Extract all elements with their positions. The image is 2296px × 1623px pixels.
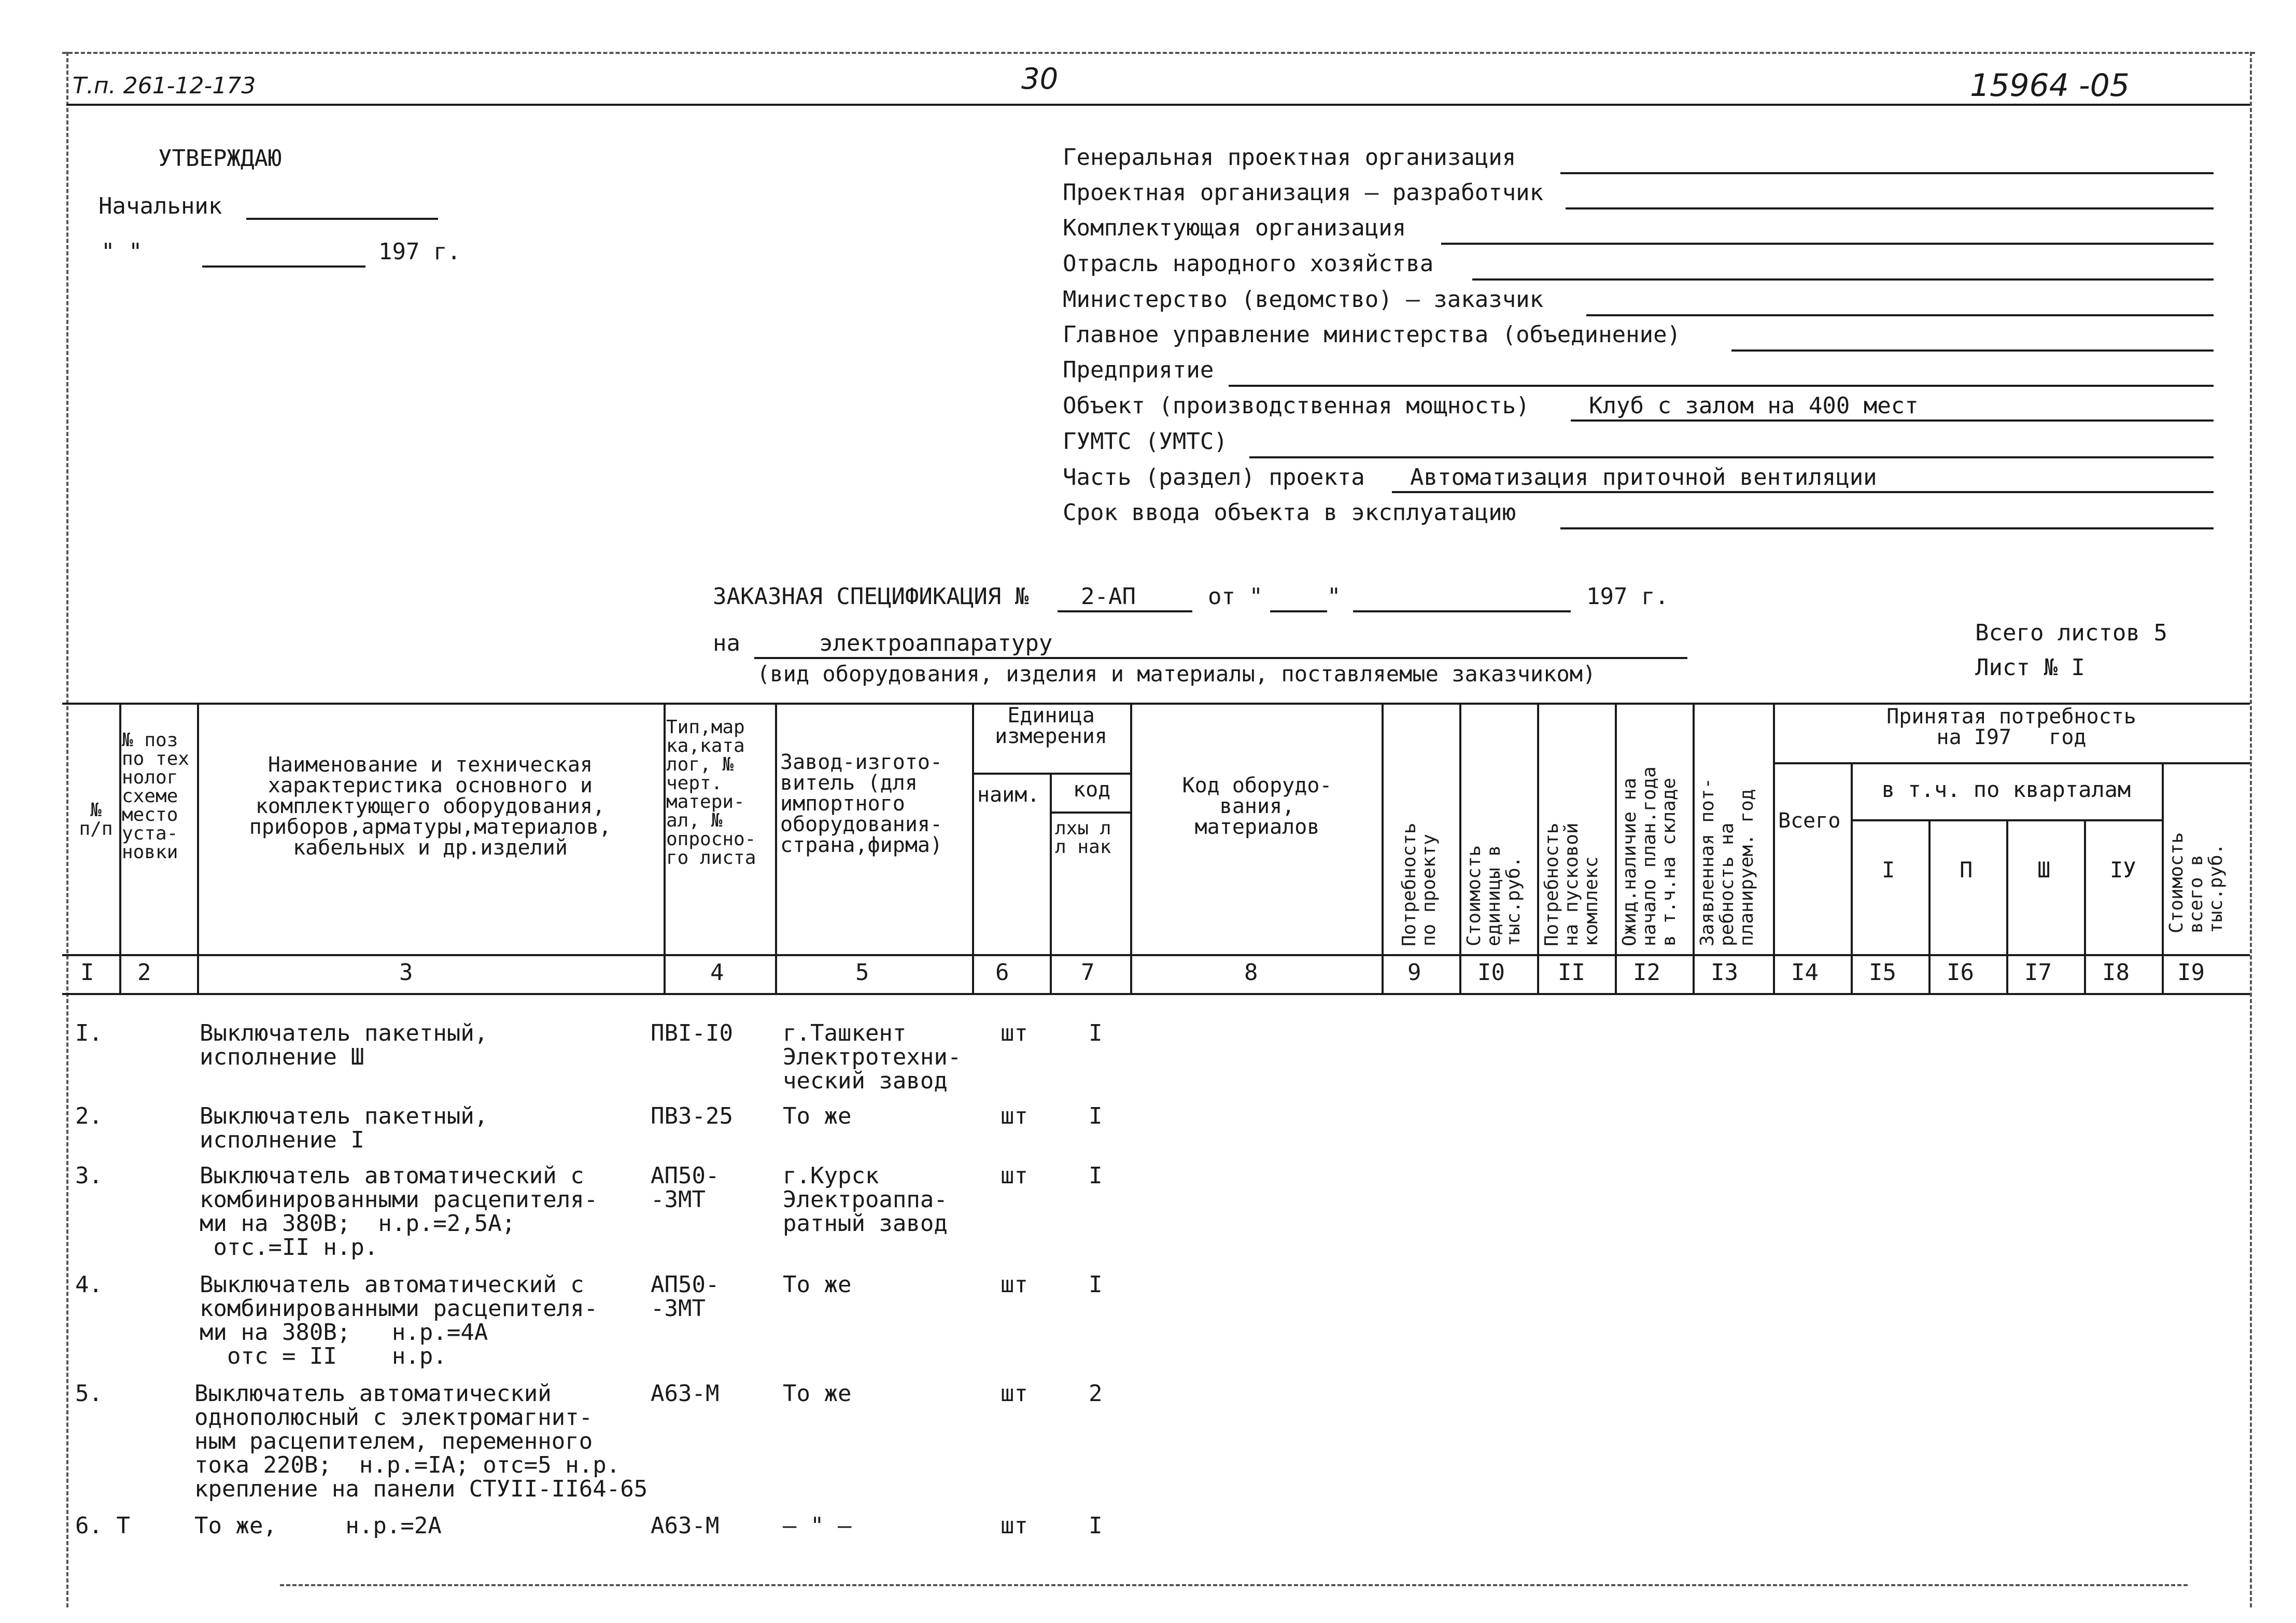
approve-year: 197 г. — [378, 239, 461, 265]
row-type: ПВI-I0 — [651, 1020, 733, 1046]
date-quotes: " " — [101, 239, 143, 265]
org-supplier-label: Комплектующая организация — [1063, 215, 1406, 241]
row-maker: – " – — [783, 1513, 852, 1539]
hdr-total: Всего — [1778, 809, 1841, 833]
row-number: 2. — [75, 1103, 103, 1129]
org-supplier-line — [1441, 243, 2214, 245]
sheet-number: Лист № I — [1975, 654, 2085, 681]
hdr-unit-code: код — [1073, 778, 1111, 802]
row-maker: То же — [783, 1380, 852, 1407]
row-unit: шт — [1001, 1020, 1028, 1046]
spec-title: ЗАКАЗНАЯ СПЕЦИФИКАЦИЯ № — [713, 583, 1029, 610]
org-part-label: Часть (раздел) проекта — [1063, 464, 1365, 491]
colnum-1: I — [80, 959, 94, 986]
org-object-label: Объект (производственная мощность) — [1063, 393, 1530, 419]
org-gumts-line — [1249, 456, 2214, 458]
doc-code: Т.п. 261-12-173 — [73, 73, 256, 99]
hdr-accepted-need: Принятая потребность на I97 год — [1886, 705, 2136, 749]
spec-from: от " — [1208, 583, 1263, 610]
hdr-expected-stock: Ожид.наличие на начало план.года в т.ч.на складе — [1619, 766, 1680, 946]
row-unit: шт — [1001, 1380, 1028, 1407]
hdr-maker: Завод-изгото- витель (для импортного оборудования- страна,фирма) — [780, 750, 943, 857]
spec-year: 197 г. — [1586, 583, 1669, 610]
row-qty: I — [1089, 1513, 1103, 1539]
row-name: Выключатель пакетный, исполнение Ш — [200, 1020, 488, 1070]
row-maker: г.Курск Электроаппа- ратный завод — [783, 1163, 948, 1237]
hdr-row-number: № п/п — [79, 800, 113, 840]
colnum-13: I3 — [1711, 959, 1738, 986]
approve-title: УТВЕРЖДАЮ — [158, 145, 282, 172]
row-number: I. — [75, 1020, 103, 1046]
hdr-q4: IУ — [2110, 857, 2136, 883]
row-name: То же, н.р.=2А — [194, 1513, 442, 1539]
spec-on: на — [713, 630, 740, 656]
hdr-unit-name: наим. — [977, 783, 1040, 807]
archive-number: 15964 -05 — [1970, 67, 2130, 104]
row-number: 3. — [75, 1163, 103, 1189]
row-number: 6. Т — [75, 1513, 130, 1539]
row-type: ПВ3-25 — [651, 1103, 733, 1129]
colnum-9: 9 — [1407, 959, 1421, 986]
spec-subject: электроаппаратуру — [754, 630, 1687, 659]
org-developer-line — [1566, 207, 2214, 209]
row-unit: шт — [1001, 1513, 1028, 1539]
spec-number: 2-АП — [1058, 583, 1192, 612]
colnum-7: 7 — [1081, 959, 1095, 986]
org-deadline-label: Срок ввода объекта в эксплуатацию — [1063, 499, 1516, 526]
row-type: А63-М — [651, 1513, 720, 1539]
row-unit: шт — [1001, 1103, 1028, 1129]
hdr-unit: Единица измерения — [995, 704, 1107, 748]
right-border — [2250, 52, 2252, 1607]
hdr-quarters: в т.ч. по кварталам — [1881, 777, 2131, 802]
hdr-unit-code-sub: лхы л л нак — [1055, 818, 1111, 858]
spec-from-close: " — [1327, 583, 1341, 610]
org-developer-label: Проектная организация – разработчик — [1063, 179, 1544, 206]
row-name: Выключатель автоматический с комбинированными расцепителя- ми на 380В; н.р.=2,5А; отс.=II н.р. — [200, 1163, 598, 1261]
org-gumts-label: ГУМТС (УМТС) — [1063, 428, 1228, 455]
colnum-10: I0 — [1477, 959, 1505, 986]
row-maker: То же — [783, 1103, 852, 1129]
hdr-type: Тип,мар ка,ката лог, № черт. матери- ал, № опросно- го листа — [666, 717, 756, 869]
row-number: 4. — [75, 1271, 103, 1298]
colnum-6: 6 — [995, 959, 1009, 986]
title-strip-line — [66, 104, 2250, 106]
org-general-line — [1560, 172, 2214, 174]
org-main-dept-label: Главное управление министерства (объединение) — [1063, 321, 1681, 348]
hdr-name: Наименование и техническая характеристика основного и комплектующего оборудования, приборов,арматуры,материалов, кабельных и др.изделий — [249, 753, 612, 860]
org-ministry-label: Министерство (ведомство) – заказчик — [1063, 286, 1544, 313]
hdr-q1: I — [1882, 857, 1895, 883]
colnum-14: I4 — [1791, 959, 1819, 986]
row-qty: I — [1089, 1103, 1103, 1129]
colnum-4: 4 — [710, 959, 724, 986]
org-part-value: Автоматизация приточной вентиляции — [1392, 464, 2214, 493]
spec-month-line — [1353, 610, 1571, 612]
row-type: АП50- -3МТ — [651, 1163, 720, 1213]
colnum-19: I9 — [2177, 959, 2205, 986]
chief-signature-line — [246, 218, 438, 220]
colnum-2: 2 — [137, 959, 151, 986]
row-name: Выключатель автоматический однополюсный с электромагнит- ным расцепителем, переменного тока 220В; н.р.=IА; отс=5 н.р. крепление на панели СТУII-II64-65 — [194, 1380, 648, 1502]
colnum-18: I8 — [2102, 959, 2130, 986]
org-main-dept-line — [1731, 349, 2214, 352]
hdr-unit-cost: Стоимость единицы в тыс.руб. — [1463, 845, 1524, 946]
org-object-value: Клуб с залом на 400 мест — [1571, 393, 2214, 422]
spec-subject-caption: (вид оборудования, изделия и материалы, поставляемые заказчиком) — [757, 661, 1596, 687]
spec-day-line — [1270, 610, 1327, 612]
page-number: 30 — [1021, 62, 1059, 96]
row-type: А63-М — [651, 1380, 720, 1407]
row-maker: То же — [783, 1271, 852, 1298]
org-industry-line — [1472, 278, 2214, 281]
hdr-total-cost: Стоимость всего в тыс.руб. — [2166, 832, 2227, 933]
colnum-17: I7 — [2024, 959, 2052, 986]
row-name: Выключатель автоматический с комбинированными расцепителя- ми на 380В; н.р.=4А отс = II н.р. — [200, 1271, 598, 1369]
org-general-label: Генеральная проектная организация — [1063, 144, 1516, 171]
hdr-q2: П — [1960, 857, 1973, 883]
org-industry-label: Отрасль народного хозяйства — [1063, 250, 1434, 277]
colnum-8: 8 — [1244, 959, 1258, 986]
colnum-3: 3 — [399, 959, 413, 986]
hdr-q3: Ш — [2037, 857, 2051, 883]
top-border — [62, 52, 2255, 54]
row-qty: I — [1089, 1271, 1103, 1298]
colnum-12: I2 — [1633, 959, 1660, 986]
org-ministry-line — [1586, 314, 2214, 316]
org-enterprise-line — [1229, 385, 2214, 387]
row-name: Выключатель пакетный, исполнение I — [200, 1103, 488, 1153]
bottom-border — [280, 1584, 2188, 1586]
hdr-need-project: Потребность по проекту — [1399, 822, 1440, 946]
hdr-need-start: Потребность на пусковой комплекс — [1541, 822, 1602, 946]
sheets-total: Всего листов 5 — [1975, 620, 2167, 646]
row-qty: I — [1089, 1020, 1103, 1046]
colnum-15: I5 — [1869, 959, 1896, 986]
left-border — [66, 52, 68, 1607]
row-unit: шт — [1001, 1163, 1028, 1189]
colnum-16: I6 — [1947, 959, 1974, 986]
org-enterprise-label: Предприятие — [1063, 357, 1214, 383]
row-type: АП50- -3МТ — [651, 1271, 720, 1322]
colnum-5: 5 — [855, 959, 869, 986]
row-number: 5. — [75, 1380, 103, 1407]
hdr-equipment-code: Код оборудо- вания, материалов — [1182, 774, 1332, 839]
row-maker: г.Ташкент Электротехни- ческий завод — [783, 1020, 962, 1094]
hdr-declared-need: Заявленная пот- ребность на планируем. год — [1697, 777, 1757, 946]
date-line — [202, 265, 365, 268]
row-qty: 2 — [1089, 1380, 1103, 1407]
row-qty: I — [1089, 1163, 1103, 1189]
colnum-11: II — [1558, 959, 1585, 986]
org-deadline-line — [1560, 527, 2214, 529]
row-unit: шт — [1001, 1271, 1028, 1298]
hdr-position: № поз по тех нолог схеме место уста- новки — [122, 730, 190, 863]
chief-label: Начальник — [98, 193, 222, 219]
